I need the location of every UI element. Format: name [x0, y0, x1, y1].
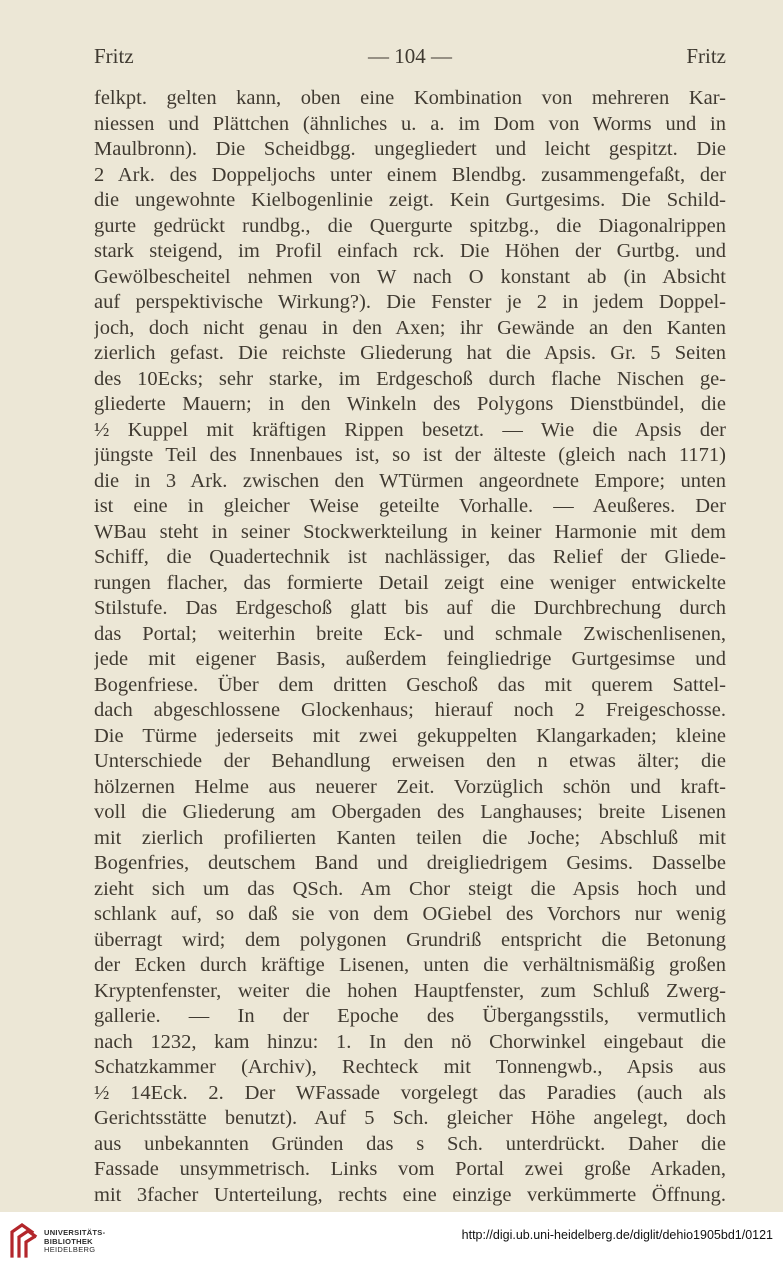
text-line: zierlich gefast. Die reichste Gliederung hat die Apsis. Gr. 5 Seiten — [94, 342, 726, 364]
text-line: auf perspektivische Wirkung?). Die Fenster je 2 in jedem Doppel- — [94, 291, 726, 313]
text-line: Gerichtsstätte benutzt). Auf 5 Sch. gleicher Höhe angelegt, doch — [94, 1107, 726, 1129]
text-line: felkpt. gelten kann, oben eine Kombination von mehreren Kar- — [94, 87, 726, 109]
text-line: des 10Ecks; sehr starke, im Erdgeschoß durch flache Nischen ge- — [94, 367, 726, 390]
text-line: stark steigend, im Profil einfach rck. Die Höhen der Gurtbg. und — [94, 240, 726, 262]
running-head-left: Fritz — [94, 44, 134, 68]
text-line: dach abgeschlossene Glockenhaus; hierauf noch 2 Freigeschosse. — [94, 699, 726, 721]
text-line: Kryptenfenster, weiter die hohen Hauptfenster, zum Schluß Zwerg- — [94, 979, 726, 1002]
text-line: Die Türme jederseits mit zwei gekuppelten Klangarkaden; kleine — [94, 724, 726, 747]
running-head-right: Fritz — [686, 44, 726, 68]
text-line: Unterschiede der Behandlung erweisen den n etwas älter; die — [94, 750, 726, 772]
text-line: die ungewohnte Kielbogenlinie zeigt. Kein Gurtgesims. Die Schild- — [94, 189, 726, 211]
library-name-line3: HEIDELBERG — [44, 1245, 96, 1254]
text-line: schlank auf, so daß sie von dem OGiebel des Vorchors nur wenig — [94, 903, 726, 925]
page-header — [94, 44, 726, 74]
text-line: zieht sich um das QSch. Am Chor steigt die Apsis hoch und — [94, 877, 726, 900]
text-line: 2 Ark. des Doppeljochs unter einem Blendbg. zusammengefaßt, der — [94, 163, 726, 186]
text-line: voll die Gliederung am Obergaden des Langhauses; breite Lisenen — [94, 801, 726, 823]
library-name-line1: UNIVERSITÄTS- — [44, 1228, 106, 1237]
text-line: hölzernen Helme aus neuerer Zeit. Vorzüglich schön und kraft- — [94, 775, 726, 798]
text-line: gurte gedrückt rundbg., die Quergurte spitzbg., die Diagonalrippen — [94, 214, 726, 237]
text-line: gliederte Mauern; in den Winkeln des Polygons Dienstbündel, die — [94, 393, 726, 415]
text-line: der Ecken durch kräftige Lisenen, unten die verhältnismäßig großen — [94, 954, 726, 976]
text-line: überragt wird; dem polygonen Grundriß entspricht die Betonung — [94, 928, 726, 951]
library-name — [44, 1229, 105, 1255]
text-line: nach 1232, kam hinzu: 1. In den nö Chorwinkel eingebaut die — [94, 1030, 726, 1053]
text-line: gallerie. — In der Epoche des Übergangsstils, vermutlich — [94, 1005, 726, 1027]
text-line: jede mit eigener Basis, außerdem feingliedrige Gurtgesimse und — [94, 648, 726, 670]
text-line: rungen flacher, das formierte Detail zeigt eine weniger entwickelte — [94, 571, 726, 594]
text-line: mit 3facher Unterteilung, rechts eine einzige verkümmerte Öffnung. — [94, 1183, 726, 1206]
text-line: ist eine in gleicher Weise geteilte Vorhalle. — Aeußeres. Der — [94, 495, 726, 517]
page-number: — 104 — — [368, 44, 452, 68]
text-line: Bogenfries, deutschem Band und dreigliedrigem Gesims. Dasselbe — [94, 852, 726, 874]
library-name-line2: BIBLIOTHEK — [44, 1236, 93, 1246]
text-line: Schiff, die Quadertechnik ist nachlässiger, das Relief der Gliede- — [94, 546, 726, 568]
text-line: niessen und Plättchen (ähnliches u. a. im Dom von Worms und in — [94, 112, 726, 135]
text-line: das Portal; weiterhin breite Eck- und schmale Zwischenlisenen, — [94, 622, 726, 645]
body-text — [94, 86, 726, 1208]
text-line: jüngste Teil des Innenbaues ist, so ist der älteste (gleich nach 1171) — [94, 444, 726, 466]
text-line: Schatzkammer (Archiv), Rechteck mit Tonnengwb., Apsis aus — [94, 1056, 726, 1078]
text-line: ½ 14Eck. 2. Der WFassade vorgelegt das Paradies (auch als — [94, 1081, 726, 1104]
text-line: aus unbekannten Gründen das s Sch. unterdrückt. Daher die — [94, 1132, 726, 1155]
text-line: mit zierlich profilierten Kanten teilen die Joche; Abschluß mit — [94, 826, 726, 849]
text-line: Fassade unsymmetrisch. Links vom Portal zwei große Arkaden, — [94, 1158, 726, 1180]
text-line: joch, doch nicht genau in den Axen; ihr Gewände an den Kanten — [94, 316, 726, 339]
text-line: Bogenfriese. Über dem dritten Geschoß das mit querem Sattel- — [94, 673, 726, 696]
library-logo-icon — [8, 1222, 38, 1260]
text-line: Gewölbescheitel nehmen von W nach O konstant ab (in Absicht — [94, 265, 726, 288]
text-line: Maulbronn). Die Scheidbgg. ungegliedert und leicht gespitzt. Die — [94, 138, 726, 160]
text-line: die in 3 Ark. zwischen den WTürmen angeordnete Empore; unten — [94, 469, 726, 492]
text-line: WBau steht in seiner Stockwerkteilung in keiner Harmonie mit dem — [94, 520, 726, 543]
source-url-link[interactable]: http://digi.ub.uni-heidelberg.de/diglit/dehio1905bd1/0121 — [461, 1228, 773, 1242]
text-line: ½ Kuppel mit kräftigen Rippen besetzt. — Wie die Apsis der — [94, 418, 726, 441]
text-line: Stilstufe. Das Erdgeschoß glatt bis auf die Durchbrechung durch — [94, 597, 726, 619]
